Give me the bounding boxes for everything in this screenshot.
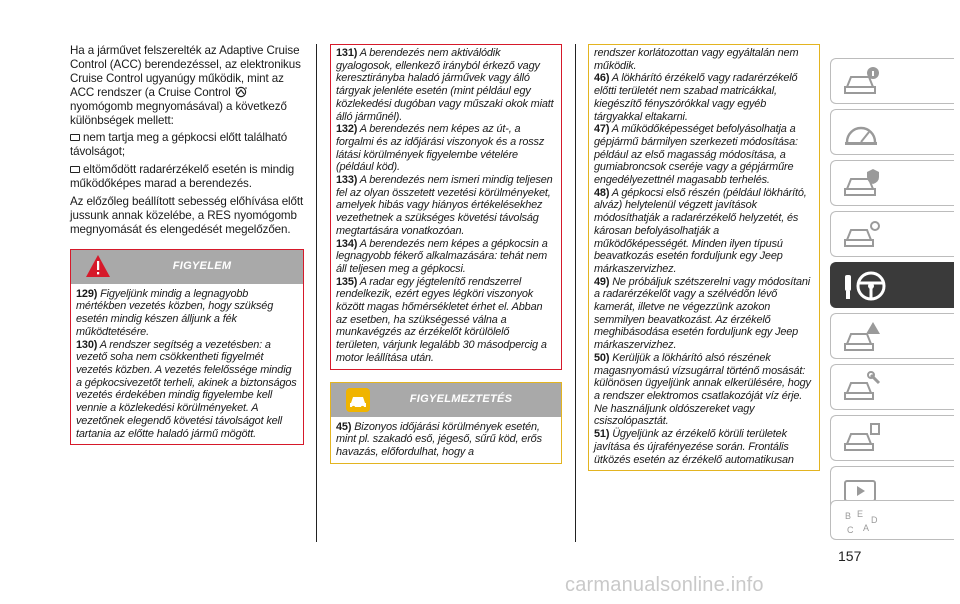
- intro-text-a: Ha a járművet felszerelték az Adaptive Cruise Control (ACC) berendezéssel, az elektronikus Cruise Control ugyanúgy működik, mint az ACC rendszer (a Cruise Control: [70, 44, 301, 99]
- tab-specifications[interactable]: [830, 415, 954, 461]
- caution-lead: rendszer korlátozottan vagy egyáltalán nem működik.: [594, 47, 799, 72]
- watermark-url: carmanualsonline.info: [565, 574, 764, 596]
- caution-continuation-box: [588, 44, 820, 471]
- item-number: 45): [336, 420, 352, 433]
- tab-car-info[interactable]: [830, 58, 954, 104]
- item-number: 134): [336, 237, 358, 250]
- warning-continuation-box: [330, 44, 562, 370]
- car-safety-icon: [841, 167, 881, 201]
- item-number: 48): [594, 186, 610, 199]
- para-2: Az előzőleg beállított sebesség előhívása előtt jussunk annak közelébe, a RES nyomógomb megnyomását és elengedését megelőzően.: [70, 195, 304, 236]
- item-text: Ügyeljünk az érzékelő körüli területek javítása és újrafényezése során. Frontális ütközés esetén az érzékelő automatikusan: [594, 428, 794, 466]
- svg-text:A: A: [863, 523, 870, 533]
- cruise-control-icon: [234, 86, 248, 98]
- tab-maintenance[interactable]: [830, 364, 954, 410]
- item-text: A radar egy jégtelenítő rendszerrel rendelkezik, ezért egyes légköri viszonyok között magas hőmérsékletet érhet el. Abban az esetben, ha szükségessé válna a munkavégzés az érzékelőt körülölelő területen, várjunk legalább 30 másodpercig a motor leállítása után.: [336, 275, 547, 364]
- car-maintenance-icon: [841, 371, 881, 405]
- item-text: A működőképességet befolyásolhatja a gépjármű bármilyen szerkezeti módosítása: például az első magasság módosítása, a gumiabroncsok cseréje vagy a gépjárműre engedélyezettnél magasabb terhelés.: [594, 123, 798, 187]
- alphabetic-index-icon: [841, 507, 881, 537]
- column-divider: [575, 44, 576, 542]
- bullet-2: eltömődött radarérzékelő esetén is mindig működőképes marad a berendezés.: [70, 163, 295, 191]
- svg-text:B: B: [845, 511, 852, 521]
- tab-index[interactable]: [830, 500, 954, 540]
- intro-text-b: nyomógomb megnyomásával) a következő különbségek mellett:: [70, 99, 287, 127]
- item-number: 135): [336, 275, 358, 288]
- car-key-icon: [841, 218, 881, 252]
- column-1: [70, 44, 304, 445]
- column-3: [588, 44, 820, 471]
- page-number: 157: [838, 548, 862, 564]
- bullet-icon: [70, 134, 80, 141]
- steering-wheel-key-icon: [841, 269, 887, 303]
- tab-safety[interactable]: [830, 160, 954, 206]
- item-text: A berendezés nem aktiválódik gyalogosok, ellenkező irányból érkező vagy keresztirányba haladó járművek vagy álló tárgyak jelenléte esetén (mint például egy közlekedési dugóban vagy műszaki okok miatt álló járműnél).: [336, 47, 554, 123]
- item-number: 133): [336, 174, 358, 187]
- bullet-1: nem tartja meg a gépkocsi előtt található távolságot;: [70, 131, 288, 159]
- item-text: A gépkocsi első részén (például lökhárító, alváz) helytelenül végzett javítások módosíthatják a radarérzékelő helyzetét, és károsan befolyásolhatják a működőképességét. Minden ilyen típusú beavatkozás esetén forduljunk egy Jeep márkaszervizhez.: [594, 186, 807, 275]
- item-number: 47): [594, 123, 610, 136]
- svg-text:C: C: [847, 525, 854, 535]
- item-text: A berendezés nem képes a gépkocsin a legnagyobb fékerő alkalmazására: tehát nem áll teljesen meg a gépkocsi.: [336, 237, 548, 275]
- bullet-icon: [70, 166, 80, 173]
- car-specs-icon: [841, 422, 881, 456]
- column-divider: [316, 44, 317, 542]
- item-number: 51): [594, 428, 610, 441]
- item-number: 132): [336, 123, 358, 136]
- item-number: 131): [336, 47, 358, 59]
- warning-title: FIGYELEM: [172, 259, 232, 272]
- warning-header: [71, 250, 303, 284]
- item-number: 50): [594, 351, 610, 364]
- caution-body-2: [589, 45, 819, 470]
- caution-box: [330, 382, 562, 464]
- item-text: A lökhárító érzékelő vagy radarérzékelő előtti területét nem szabad matricákkal, kiegészítő fényszórókkal vagy egyéb tárgyakkal eltakarni.: [594, 72, 798, 123]
- svg-text:E: E: [857, 509, 864, 519]
- item-number: 129): [76, 287, 98, 300]
- item-number: 130): [76, 338, 98, 351]
- car-info-icon: [841, 65, 881, 99]
- caution-body: [331, 417, 561, 463]
- item-text: A berendezés nem képes az út-, a forgalmi és az időjárási viszonyok és a rossz látási körülmények figyelembe vételére (például köd).: [336, 123, 545, 174]
- item-text: Bizonyos időjárási körülmények esetén, mint pl. szakadó eső, jégeső, sűrű köd, erős havazás, előfordulhat, hogy a: [336, 420, 542, 458]
- item-number: 46): [594, 72, 610, 85]
- tab-emergency[interactable]: [830, 313, 954, 359]
- caution-title: FIGYELMEZTETÉS: [409, 392, 513, 405]
- tab-driving[interactable]: [830, 262, 954, 308]
- warning-body: [71, 284, 303, 444]
- tab-starting[interactable]: [830, 211, 954, 257]
- tab-dashboard[interactable]: [830, 109, 954, 155]
- item-text: Kerüljük a lökhárító alsó részének magasnyomású vízsugárral történő mosását: különösen ügyeljünk annak elkerülésére, hogy a rendszer elektromos csatlakozóját víz érje. Ne használjunk oldószereket vagy csiszolópasztát.: [594, 351, 811, 428]
- item-text: A rendszer segítség a vezetésben: a vezető soha nem csökkentheti figyelmét vezetés közben. A vezetés felelőssége mindig a gépkocsivezetőt terheli, akinek a biztonságos vezetés érdekében mindig figyelembe kell vennie a közlekedési körülményeket. A vezetőnek elegendő követési távolságot kell tartania az előtte haladó jármű mögött.: [76, 338, 297, 440]
- intro-paragraph: [70, 44, 304, 237]
- item-number: 49): [594, 275, 610, 288]
- caution-header: [331, 383, 561, 417]
- warning-body-2: [331, 45, 561, 369]
- warning-car-icon: [841, 320, 881, 354]
- item-text: Figyeljünk mindig a legnagyobb mértékben vezetés közben, hogy szükség esetén mindig készen álljunk a fék működtetésére.: [76, 287, 274, 338]
- svg-text:D: D: [871, 515, 878, 525]
- warning-box: [70, 249, 304, 445]
- dashboard-gauge-icon: [841, 116, 881, 150]
- item-text: Ne próbáljuk szétszerelni vagy módosítani a radarérzékelőt vagy a szélvédőn lévő kamerát, illetve ne végezzünk azokon semmilyen beavatkozást. Az érzékelő meghibásodása esetén forduljunk egy Jeep márkaszervizhez.: [594, 275, 811, 352]
- column-2: [330, 44, 562, 464]
- item-text: A berendezés nem ismeri mindig teljesen fel az olyan összetett vezetési körülményeket, amelyek hibás vagy hiányos értékelésekhez vezethetnek a szükséges követési távolság megtartására vonatkozóan.: [336, 174, 553, 237]
